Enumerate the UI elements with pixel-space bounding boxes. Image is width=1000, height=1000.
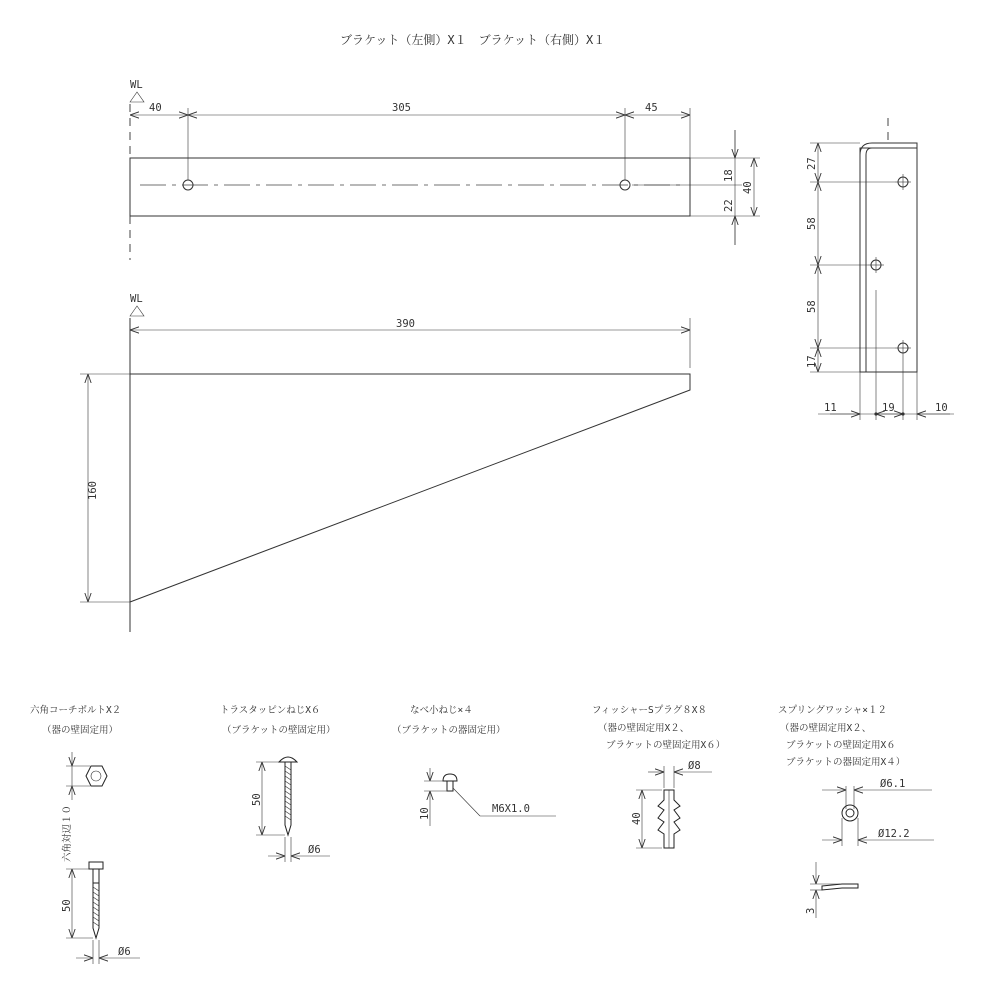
dim-dot	[874, 412, 877, 415]
dim-length: 10	[419, 807, 431, 820]
drawing-title: ブラケット（左側）X１ ブラケット（右側）X１	[340, 33, 606, 47]
wl-marker-top	[130, 92, 144, 102]
dim-thread: M6X1.0	[492, 803, 530, 815]
bolt-head	[89, 862, 103, 869]
dim-label-19: 19	[882, 402, 895, 414]
wl-label-top: WL	[130, 79, 143, 91]
dim-thickness: 3	[805, 907, 817, 914]
bracket-end-view	[806, 118, 954, 420]
washer-inner	[846, 809, 854, 817]
dim-label-11: 11	[824, 402, 837, 414]
part-usage-line3: ブラケットの器固定用X４）	[786, 757, 906, 768]
washer-side-view	[822, 884, 858, 890]
bracket-plate-top	[130, 158, 690, 216]
dim-length: 40	[631, 812, 643, 825]
wl-marker-side	[130, 306, 144, 316]
leader-line	[453, 788, 480, 816]
part-truss-tapping-screw	[220, 705, 336, 862]
bolt-shank	[93, 869, 99, 883]
dim-label-17: 17	[806, 355, 818, 368]
dim-length: 50	[251, 793, 263, 806]
part-spring-washer	[778, 705, 934, 918]
dim-label-40: 40	[149, 102, 162, 114]
dim-label-160: 160	[87, 481, 99, 500]
part-fischer-plug	[592, 705, 725, 848]
dim-label-10: 10	[935, 402, 948, 414]
part-usage-line2: ブラケットの壁固定用X６	[786, 740, 896, 751]
dim-label-58-upper: 58	[806, 217, 818, 230]
dim-label-390: 390	[396, 318, 415, 330]
screw-head	[279, 757, 297, 762]
part-usage: （ブラケットの器固定用）	[392, 725, 506, 736]
dim-label-22: 22	[723, 199, 735, 212]
part-name: トラスタッピンねじX６	[220, 705, 321, 716]
dim-label-18: 18	[723, 169, 735, 182]
dim-label-305: 305	[392, 102, 411, 114]
dim-dot	[901, 412, 904, 415]
part-usage-line1: （器の壁固定用X２、	[598, 723, 690, 734]
wl-label-side: WL	[130, 293, 143, 305]
part-name: 六角コーチボルトX２	[30, 705, 122, 716]
part-usage: （器の壁固定用）	[42, 725, 119, 736]
dim-label-45: 45	[645, 102, 658, 114]
dim-diameter: Ø8	[688, 760, 701, 772]
dim-inner-diameter: Ø6.1	[880, 778, 906, 790]
dim-length: 50	[61, 899, 73, 912]
pan-screw-head	[443, 774, 457, 781]
part-name: スプリングワッシャ×１２	[778, 705, 887, 716]
part-pan-head-screw	[392, 704, 556, 826]
part-name: なべ小ねじ×４	[410, 705, 473, 716]
part-usage-line1: （器の壁固定用X２、	[780, 723, 872, 734]
bracket-profile	[130, 374, 690, 602]
dim-label-27: 27	[806, 157, 818, 170]
part-usage-line2: ブラケットの壁固定用X６）	[606, 740, 726, 751]
part-name: フィッシャーSプラグ８X８	[592, 705, 707, 716]
dim-diameter: Ø6	[118, 946, 131, 958]
pan-screw-shank	[447, 781, 453, 791]
hex-head-top-view	[86, 766, 107, 786]
part-usage: （ブラケットの壁固定用）	[222, 725, 336, 736]
bracket-side-view	[80, 293, 690, 632]
dim-outer-diameter: Ø12.2	[878, 828, 910, 840]
dim-diameter: Ø6	[308, 844, 321, 856]
dim-label-40-height: 40	[742, 181, 754, 194]
dim-label-58-lower: 58	[806, 300, 818, 313]
bracket-top-view	[130, 79, 760, 260]
part-hex-coach-bolt	[30, 704, 140, 964]
end-view-flange	[860, 143, 917, 372]
dim-hex-across-flats: 六角対辺１０	[62, 804, 73, 862]
